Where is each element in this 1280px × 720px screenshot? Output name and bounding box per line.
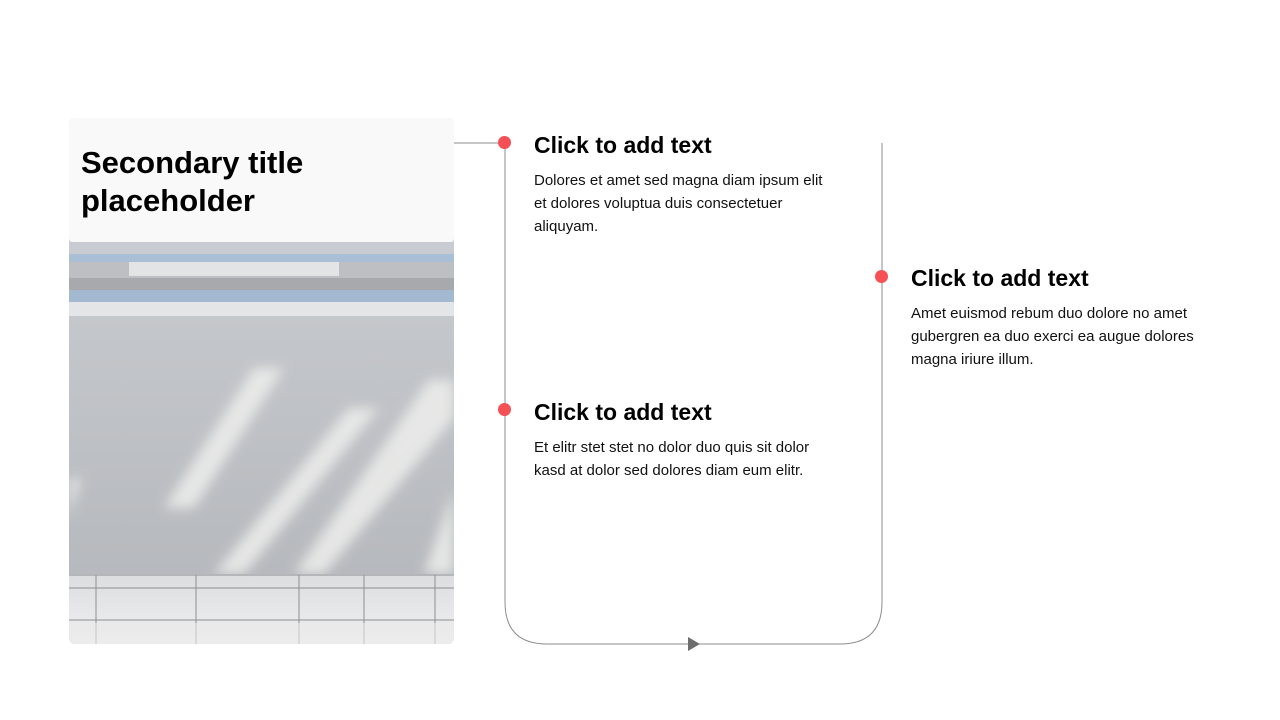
- step-1-heading[interactable]: Click to add text: [534, 132, 712, 158]
- slide-title[interactable]: Secondary title placeholder: [81, 145, 304, 218]
- step-2-heading[interactable]: Click to add text: [534, 399, 712, 425]
- step-2[interactable]: [534, 398, 834, 482]
- step-2-dot: [498, 403, 511, 416]
- step-3-body[interactable]: Amet euismod rebum duo dolore no amet gubergren ea duo exerci ea augue dolores magna iriure illum.: [911, 305, 1194, 368]
- step-1[interactable]: [534, 131, 834, 238]
- step-3-dot: [875, 270, 888, 283]
- step-1-dot: [498, 136, 511, 149]
- step-2-body[interactable]: Et elitr stet stet no dolor duo quis sit dolor kasd at dolor sed dolores diam eum elitr.: [534, 439, 810, 479]
- step-1-body[interactable]: Dolores et amet sed magna diam ipsum elit et dolores voluptua duis consectetuer aliquyam.: [534, 172, 823, 235]
- flow-arrow-icon: [688, 637, 700, 651]
- step-3[interactable]: [911, 264, 1211, 371]
- step-3-heading[interactable]: Click to add text: [911, 265, 1089, 291]
- title-card[interactable]: [69, 118, 454, 242]
